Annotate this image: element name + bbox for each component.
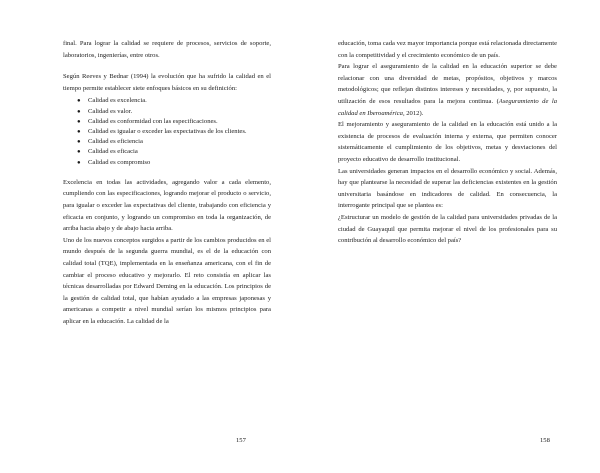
left-page	[63, 38, 271, 328]
paragraph-reeves-bednar: Según Reeves y Bednar (1994) la evolución que ha sufrido la calidad en el tiempo permite establecer siete enfoques básicos en su definición:	[63, 73, 271, 92]
page-number-left: 157	[236, 437, 246, 444]
list-item: ● Calidad es eficacia	[77, 147, 271, 157]
list-item: ● Calidad es compromiso	[77, 158, 271, 168]
paragraph-education-continued: educación, toma cada vez mayor importancia porque está relacionada directamente con la competitividad y el crecimiento económico de un país.	[338, 40, 557, 59]
bullet-icon: ●	[77, 149, 81, 156]
list-item: ● Calidad es excelencia.	[77, 96, 271, 106]
paragraph-assurance: Para lograr el aseguramiento de la calidad en la educación superior se debe relacionar con una diversidad de metas, propósitos, objetivos y marcos metodológicos; que reflejan distintos intereses y necesidades, y, por supuesto, la utilización de esos resultados para la mejora continua. (Aseguramiento de la calidad en Iberoamérica, 2012).	[338, 63, 557, 117]
paragraph-improvement: El mejoramiento y aseguramiento de la calidad en la educación está unido a la existencia de procesos de evaluación interna y externa, que permiten conocer sistemáticamente el cumplimiento de los objetivos, metas y desviaciones del proyecto educativo de desarrollo institucional.	[338, 121, 557, 163]
list-item: ● Calidad es conformidad con las especificaciones.	[77, 117, 271, 127]
paragraph-intro-end: final. Para lograr la calidad se requiere de procesos, servicios de soporte, laboratorios, ingenierías, entre otros.	[63, 40, 271, 59]
list-item: ● Calidad es igualar o exceder las expectativas de los clientes.	[77, 127, 271, 137]
right-page	[338, 38, 557, 247]
bullet-icon: ●	[77, 98, 81, 105]
page-number-right: 158	[540, 437, 550, 444]
list-item: ● Calidad es eficiencia	[77, 137, 271, 147]
quality-approaches-list	[77, 96, 271, 167]
bullet-icon: ●	[77, 118, 81, 125]
paragraph-excellence: Excelencia en todas las actividades, agregando valor a cada elemento, cumpliendo con las especificaciones, logrando mejorar el producto o servicio, para igualar o exceder las expectativas del cliente, trabajando con eficiencia y eficacia en conjunto, y logrando un compromiso en toda la organización, de arriba hacia abajo y de abajo hacia arriba.	[63, 178, 271, 233]
list-item: ● Calidad es valor.	[77, 107, 271, 117]
bullet-icon: ●	[77, 139, 81, 146]
citation-title: Aseguramiento de la calidad en Iberoamérica	[338, 97, 557, 117]
paragraph-universities: Las universidades generan impactos en el desarrollo económico y social. Además, hay que plantearse la necesidad de superar las deficiencias existentes en la gestión universitaria basándose en indicadores de calidad. En consecuencia, la interrogante principal que se plantea es:	[338, 167, 557, 210]
bullet-icon: ●	[77, 108, 81, 115]
bullet-icon: ●	[77, 159, 81, 166]
bullet-icon: ●	[77, 128, 81, 135]
paragraph-research-question: ¿Estructurar un modelo de gestión de la calidad para universidades privadas de la ciudad de Guayaquil que permita mejorar el nivel de los profesionales para su contribución al desarrollo económico del país?	[338, 213, 557, 245]
paragraph-tqe: Uno de los nuevos conceptos surgidos a partir de los cambios producidos en el mundo después de la segunda guerra mundial, es el de la educación con calidad total (TQE), implementada en la enseñanza americana, con el fin de cambiar el proceso educativo y mejorarlo. El reto consistía en aplicar las técnicas desarrolladas por Edward Deming en la educación. Los principios de la gestión de calidad total, que habían ayudado a las empresas japonesas y americanas a competir a nivel mundial serían los mismos principios para aplicar en la educación. La calidad de la	[63, 236, 271, 325]
